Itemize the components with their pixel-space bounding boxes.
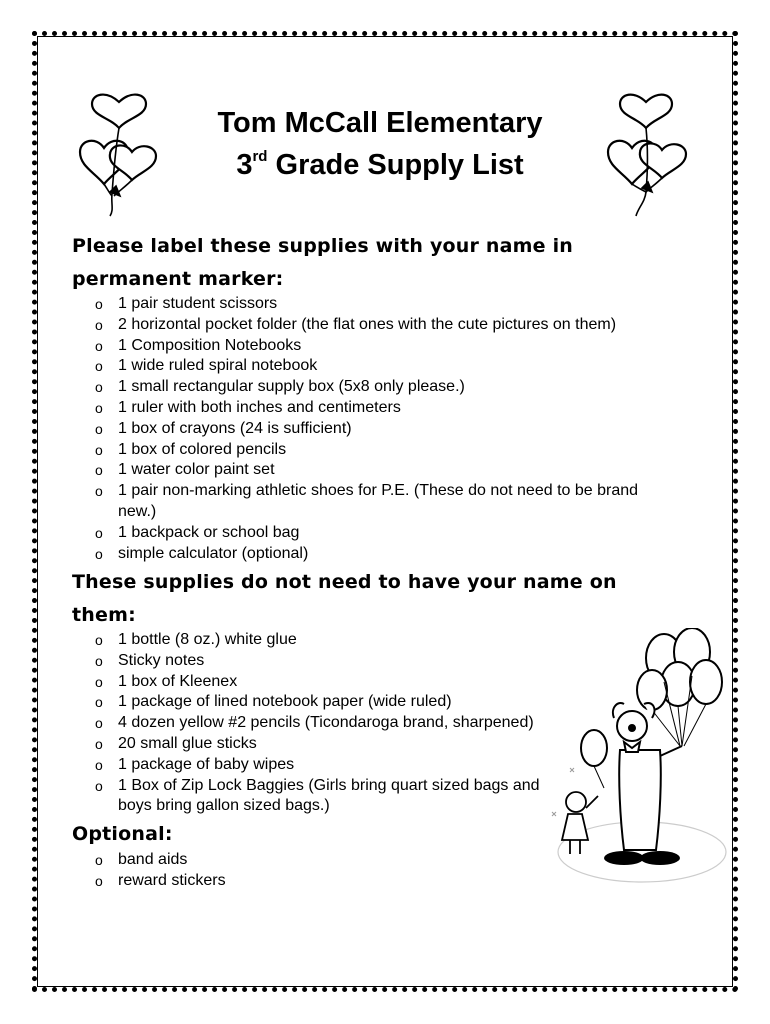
list-item: o 1 Composition Notebooks	[92, 336, 692, 357]
subtitle-text: Grade Supply List	[267, 149, 524, 181]
clown-with-balloons-illustration	[532, 628, 728, 888]
bullet-icon: o	[95, 483, 103, 500]
grade-ordinal: rd	[252, 148, 268, 165]
bullet-icon: o	[95, 337, 103, 354]
page-subtitle	[140, 148, 620, 182]
bullet-icon: o	[95, 777, 103, 794]
bullet-icon: o	[95, 735, 103, 752]
list-item: o 1 box of crayons (24 is sufficient)	[92, 419, 692, 440]
bullet-icon: o	[95, 632, 103, 648]
list-item: o reward stickers	[92, 871, 692, 892]
list-item: o simple calculator (optional)	[92, 544, 692, 565]
bullet-icon: o	[95, 420, 103, 437]
section-heading-line: Optional:	[72, 823, 173, 845]
list-item: o 1 Box of Zip Lock Baggies (Girls bring quart sized bags and boys bring gallon sized bags.)	[95, 776, 540, 815]
bullet-icon: o	[95, 316, 103, 333]
bullet-icon: o	[95, 872, 103, 889]
section-heading-labeled	[72, 230, 672, 296]
bullet-icon: o	[95, 462, 103, 479]
list-item: o 1 box of Kleenex	[92, 672, 692, 693]
list-item: o 1 backpack or school bag	[92, 523, 692, 544]
bullet-icon: o	[95, 358, 103, 375]
section-heading-line: Please label these supplies with your name in	[72, 235, 574, 257]
section-heading-line: permanent marker:	[72, 268, 284, 290]
list-item: o 2 horizontal pocket folder (the flat ones with the cute pictures on them)	[92, 315, 692, 336]
bullet-icon: o	[95, 524, 103, 541]
section-heading-unlabeled	[72, 566, 672, 632]
list-item: o 20 small glue sticks	[92, 734, 692, 755]
bullet-icon: o	[95, 715, 103, 732]
list-item: o 1 wide ruled spiral notebook	[92, 356, 692, 377]
bullet-icon: o	[95, 441, 103, 458]
bullet-icon: o	[95, 852, 103, 868]
bullet-icon: o	[95, 379, 103, 396]
list-item: o Sticky notes	[92, 651, 692, 672]
section-heading-line: them:	[72, 604, 136, 626]
list-item: o 1 small rectangular supply box (5x8 only please.)	[92, 377, 692, 398]
list-item: o band aids	[92, 850, 692, 871]
list-item: o 1 package of lined notebook paper (wide ruled)	[92, 692, 692, 713]
list-item: o 1 box of colored pencils	[92, 440, 692, 461]
labeled-supplies-list	[92, 294, 692, 564]
bullet-icon: o	[95, 652, 103, 669]
list-item: o 1 bottle (8 oz.) white glue	[92, 630, 692, 651]
list-item: o 1 ruler with both inches and centimeters	[92, 398, 692, 419]
bullet-icon: o	[95, 296, 103, 312]
bullet-icon: o	[95, 399, 103, 416]
section-heading-line: These supplies do not need to have your name on	[72, 571, 617, 593]
list-item: o 1 pair student scissors	[92, 294, 692, 315]
grade-number: 3	[236, 149, 253, 181]
list-item: o 1 pair non-marking athletic shoes for P.E. (These do not need to be brand new.)	[95, 482, 639, 520]
page-title: Tom McCall Elementary	[217, 107, 543, 139]
list-item: o 1 water color paint set	[92, 460, 692, 481]
bullet-icon: o	[95, 545, 103, 562]
bullet-icon: o	[95, 694, 103, 711]
bullet-icon: o	[95, 673, 103, 690]
list-item: o 4 dozen yellow #2 pencils (Ticondaroga brand, sharpened)	[92, 713, 692, 734]
list-item: o 1 package of baby wipes	[92, 755, 692, 776]
bullet-icon: o	[95, 756, 103, 773]
